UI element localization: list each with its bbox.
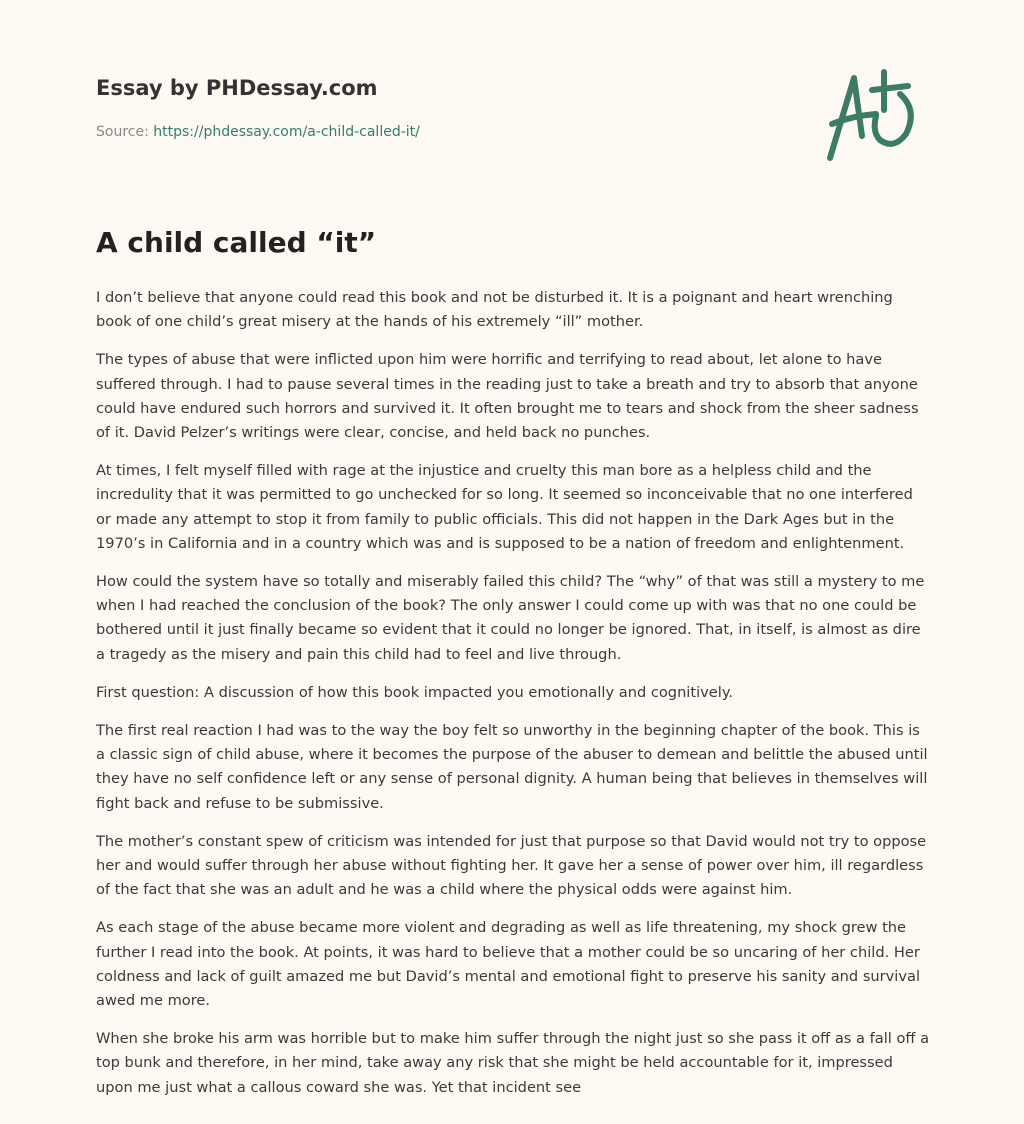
paragraph: How could the system have so totally and miserably failed this child? The “why” of that was still a mystery to me when I had reached the conclusion of the book? The only answer I could come up with was that no one could be bothered until it just finally became so evident that it could no longer be ignored. That, in itself, is almost as dire a tragedy as the misery and pain this child had to feel and live through. — [96, 573, 925, 663]
site-title: Essay by PHDessay.com — [96, 76, 378, 100]
paragraph: At times, I felt myself filled with rage at the injustice and cruelty this man bore as a helpless child and the incredulity that it was permitted to go unchecked for so long. It seemed so inconceivable that no one interfered or made any attempt to stop it from family to public officials. This did not happen in the Dark Ages but in the 1970’s in California and in a country which was and is supposed to be a nation of freedom and enlightenment. — [96, 462, 913, 552]
paragraph: I don’t believe that anyone could read this book and not be disturbed it. It is a poignant and heart wrenching book of one child’s great misery at the hands of his extremely “ill” mother. — [96, 289, 893, 331]
essay-body — [96, 286, 932, 1114]
paragraph: As each stage of the abuse became more violent and degrading as well as life threatening, my shock grew the further I read into the book. At points, it was hard to believe that a mother could be so uncaring of her child. Her coldness and lack of guilt amazed me but David’s mental and emotional fight to preserve his sanity and survival awed me more. — [96, 919, 920, 1010]
source-link[interactable]: https://phdessay.com/a-child-called-it/ — [153, 124, 420, 140]
source-line — [96, 124, 420, 140]
paragraph: First question: A discussion of how this book impacted you emotionally and cognitively. — [96, 683, 734, 701]
a-plus-logo — [818, 66, 930, 166]
paragraph: The mother’s constant spew of criticism was intended for just that purpose so that David would not try to oppose her and would suffer through her abuse without fighting her. It gave her a sense of power over him, ill regardless of the fact that she was an adult and he was a child where the physical odds were against him. — [96, 832, 927, 899]
source-label: Source: — [96, 124, 149, 140]
essay-title: A child called “it” — [96, 226, 377, 259]
paragraph: When she broke his arm was horrible but to make him suffer through the night just so she pass it off as a fall off a top bunk and therefore, in her mind, take away any risk that she might be held accountable for it, impressed upon me just what a callous coward she was. Yet that incident see — [96, 1030, 930, 1096]
paragraph: The types of abuse that were inflicted upon him were horrific and terrifying to read about, let alone to have suffered through. I had to pause several times in the reading just to take a breath and try to absorb that anyone could have endured such horrors and survived it. It often brought me to tears and shock from the sheer sadness of it. David Pelzer’s writings were clear, concise, and held back no punches. — [96, 351, 919, 442]
paragraph: The first real reaction I had was to the way the boy felt so unworthy in the beginning chapter of the book. This is a classic sign of child abuse, where it becomes the purpose of the abuser to demean and belittle the abused until they have no self confidence left or any sense of personal dignity. A human being that believes in themselves will fight back and refuse to be submissive. — [96, 722, 928, 812]
